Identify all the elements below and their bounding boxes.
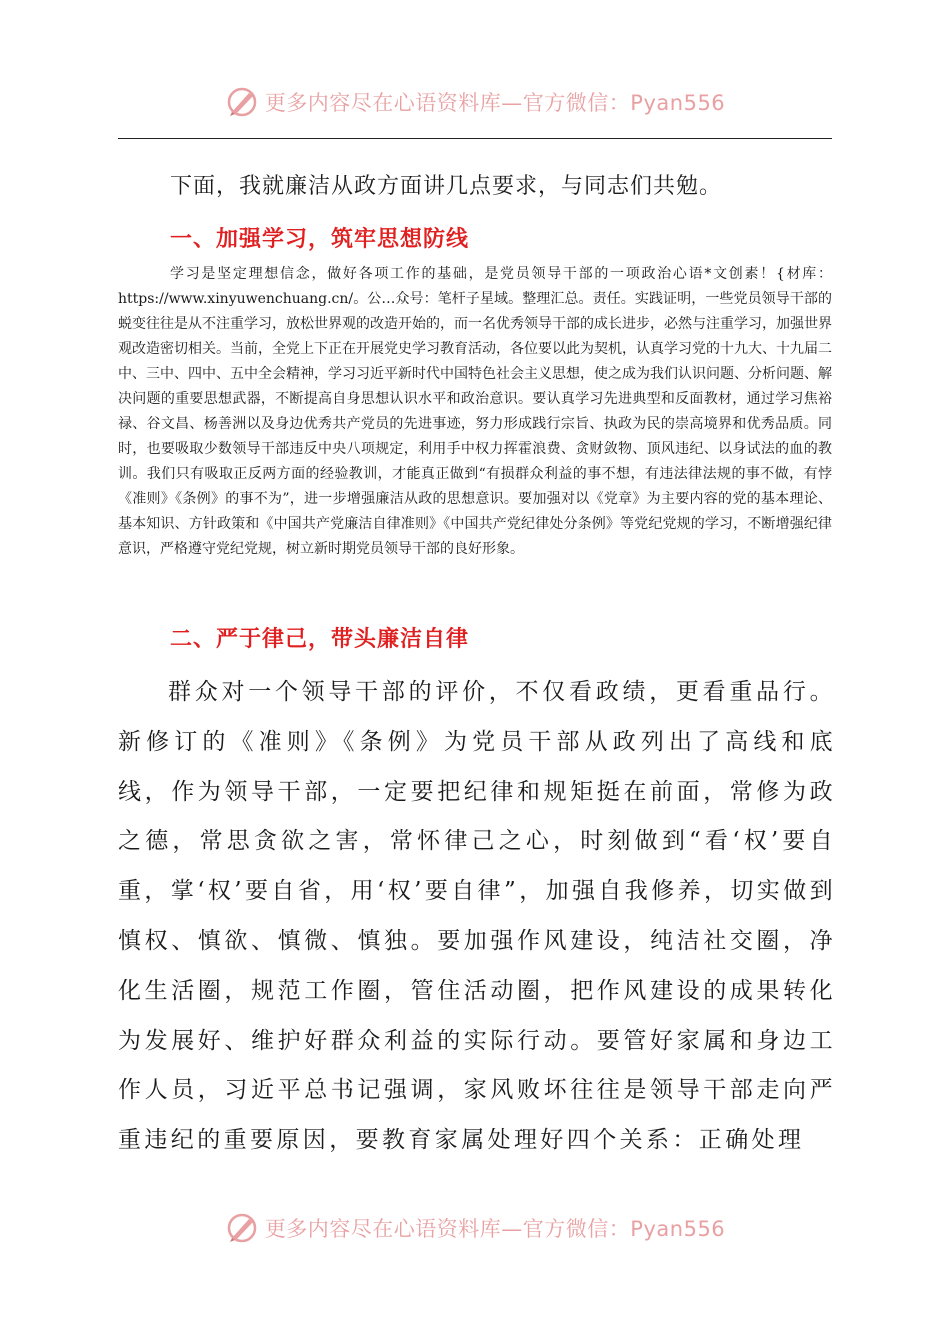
header-banner-text: 更多内容尽在心语资料库—官方微信：Pyan556 bbox=[264, 91, 726, 115]
footer-banner-text: 更多内容尽在心语资料库—官方微信：Pyan556 bbox=[264, 1217, 726, 1241]
header-divider bbox=[118, 138, 832, 139]
pen-in-circle-icon bbox=[225, 1211, 259, 1245]
footer-banner bbox=[0, 1208, 950, 1248]
section-2-paragraph: 群众对一个领导干部的评价，不仅看政绩，更看重品行。新修订的《准则》《条例》为党员干部从政列出了高线和底线，作为领导干部，一定要把纪律和规矩挺在前面，常修为政之德，常思贪欲之害，常怀律己之心，时刻做到“看‘权’要自重，掌‘权’要自省，用‘权’要自律”，加强自我修养，切实做到慎权、慎欲、慎微、慎独。要加强作风建设，纯洁社交圈，净化生活圈，规范工作圈，管住活动圈，把作风建设的成果转化为发展好、维护好群众利益的实际行动。要管好家属和身边工作人员，习近平总书记强调，家风败坏往往是领导干部走向严重违纪的重要原因，要教育家属处理好四个关系：正确处理 bbox=[118, 679, 837, 1154]
section-2-heading: 二、严于律己，带头廉洁自律 bbox=[170, 627, 470, 652]
header-banner bbox=[0, 82, 950, 122]
intro-paragraph: 下面，我就廉洁从政方面讲几点要求，与同志们共勉。 bbox=[170, 174, 723, 199]
pen-in-circle-icon bbox=[225, 85, 259, 119]
section-1-heading: 一、加强学习，筑牢思想防线 bbox=[170, 227, 470, 252]
section-1-paragraph: 学习是坚定理想信念，做好各项工作的基础，是党员领导干部的一项政治心语*文创素！{材库：https://www.xinyuwenchuang.cn/。公…众号：笔杆子星域。整理汇总。责任。实践证明，一些党员领导干部的蜕变往往是从不注重学习，放松世界观的改造开始的，而一名优秀领导干部的成长进步，必然与注重学习，加强世界观改造密切相关。当前，全党上下正在开展党史学习教育活动，各位要以此为契机，认真学习党的十九大、十九届二中、三中、四中、五中全会精神，学习习近平新时代中国特色社会主义思想，使之成为我们认识问题、分析问题、解决问题的重要思想武器，不断提高自身思想认识水平和政治意识。要认真学习先进典型和反面教材，通过学习焦裕禄、谷文昌、杨善洲以及身边优秀共产党员的先进事迹，努力形成践行宗旨、执政为民的崇高境界和优秀品质。同时，也要吸取少数领导干部违反中央八项规定，利用手中权力挥霍浪费、贪财敛物、顶风违纪、以身试法的血的教训。我们只有吸取正反两方面的经验教训，才能真正做到“有损群众利益的事不想，有违法律法规的事不做，有悖《准则》《条例》的事不为”，进一步增强廉洁从政的思想意识。要加强对以《党章》为主要内容的党的基本理论、基本知识、方针政策和《中国共产党廉洁自律准则》《中国共产党纪律处分条例》等党纪党规的学习，不断增强纪律意识，严格遵守党纪党规，树立新时期党员领导干部的良好形象。 bbox=[118, 266, 832, 557]
